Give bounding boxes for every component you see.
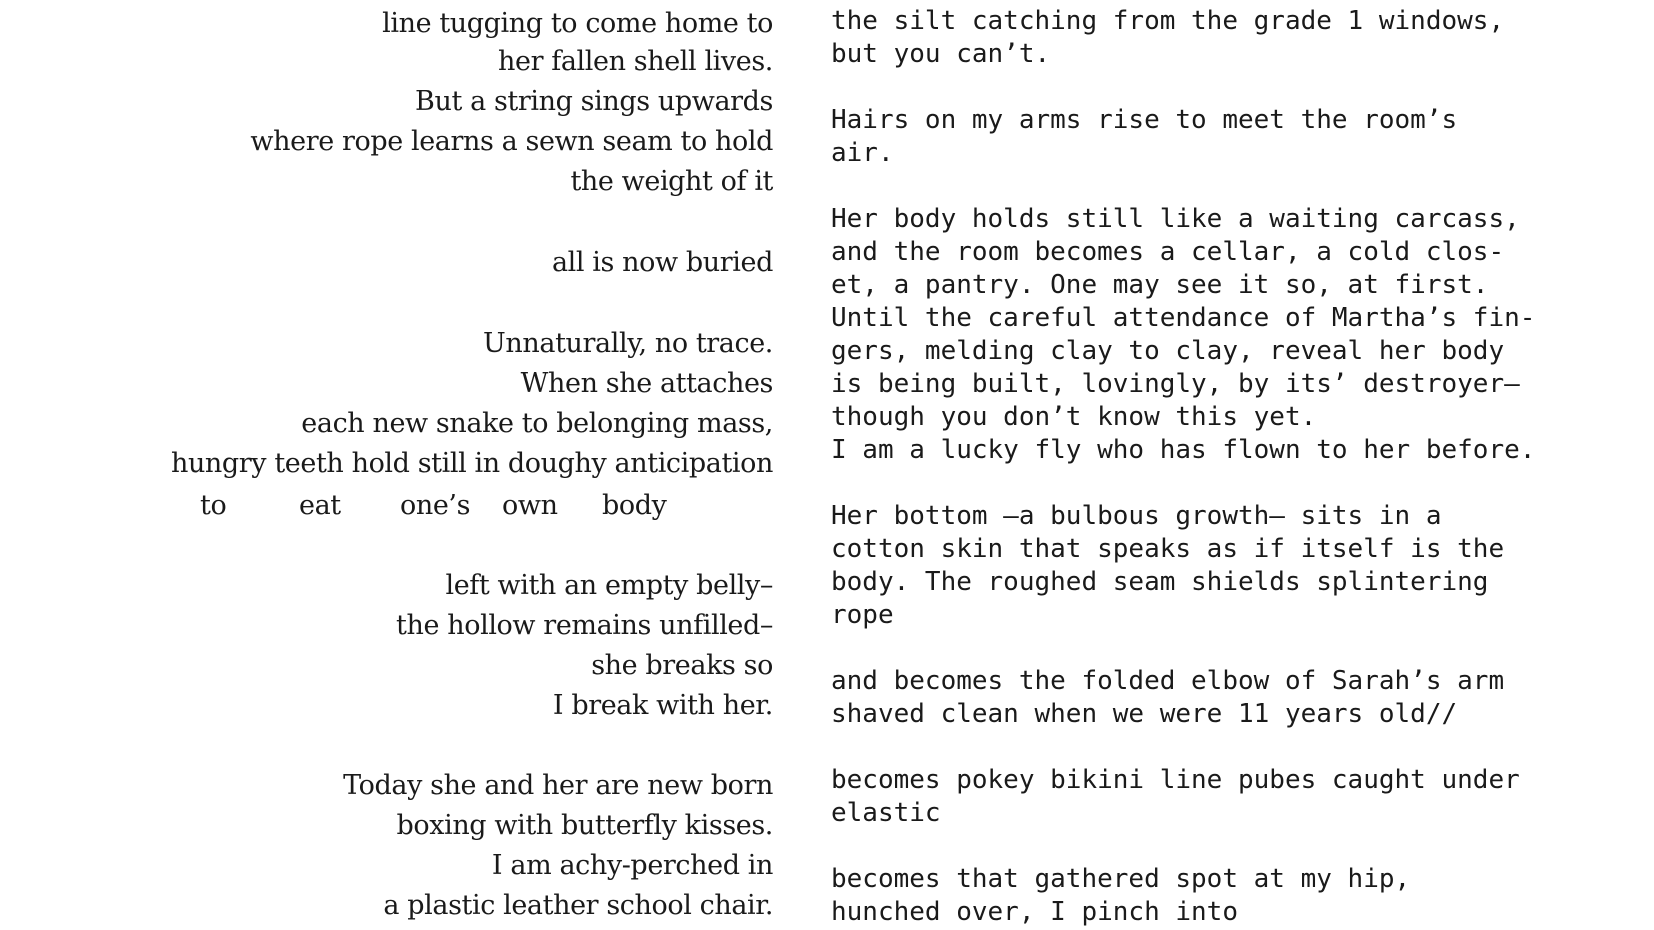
prose-line: Hairs on my arms rise to meet the room’s <box>831 105 1458 135</box>
prose-line: rope <box>831 600 894 630</box>
prose-line: is being built, lovingly, by its’ destroyer– <box>831 369 1520 399</box>
prose-line: et, a pantry. One may see it so, at first. <box>831 270 1489 300</box>
prose-line: gers, melding clay to clay, reveal her body <box>831 336 1505 366</box>
poem-word: own <box>502 490 558 521</box>
prose-line: air. <box>831 138 894 168</box>
poem-line: I am achy-perched in <box>491 850 773 881</box>
poem-line: where rope learns a sewn seam to hold <box>250 126 773 157</box>
poem-line: she breaks so <box>591 650 773 681</box>
poem-line: Today she and her are new born <box>343 770 773 801</box>
prose-line: shaved clean when we were 11 years old// <box>831 699 1458 729</box>
poem-word: to <box>200 490 227 521</box>
poem-line: her fallen shell lives. <box>498 46 773 77</box>
prose-column <box>831 0 1651 930</box>
poem-line: hungry teeth hold still in doughy anticipation <box>170 448 773 479</box>
prose-line: but you can’t. <box>831 39 1051 69</box>
prose-line: Her bottom –a bulbous growth– sits in a <box>831 501 1442 531</box>
poem-line: But a string sings upwards <box>415 86 773 117</box>
poem-word: eat <box>299 490 341 521</box>
poem-line: line tugging to come home to <box>382 8 773 39</box>
poem-line: I break with her. <box>552 690 773 721</box>
prose-line: cotton skin that speaks as if itself is the <box>831 534 1505 564</box>
prose-line: becomes that gathered spot at my hip, <box>831 864 1411 894</box>
prose-line: elastic <box>831 798 941 828</box>
prose-line: body. The roughed seam shields splintering <box>831 567 1489 597</box>
prose-line: hunched over, I pinch into <box>831 897 1238 927</box>
poem-line: the hollow remains unfilled– <box>396 610 773 641</box>
poem-word: one’s <box>400 490 471 521</box>
poem-line: left with an empty belly– <box>445 570 773 601</box>
prose-line: Until the careful attendance of Martha’s fin- <box>831 303 1536 333</box>
poem-line: boxing with butterfly kisses. <box>396 810 773 841</box>
poem-line: Unnaturally, no trace. <box>483 328 773 359</box>
poem-line: a plastic leather school chair. <box>383 890 773 921</box>
poem-line: each new snake to belonging mass, <box>301 408 773 439</box>
prose-line: though you don’t know this yet. <box>831 402 1317 432</box>
prose-line: Her body holds still like a waiting carcass, <box>831 204 1520 234</box>
poem-line: all is now buried <box>551 247 773 278</box>
poem-line: the weight of it <box>570 166 773 197</box>
prose-line: and the room becomes a cellar, a cold clos- <box>831 237 1505 267</box>
poem-word: body <box>602 490 667 521</box>
poem-spaced-line <box>200 491 670 525</box>
poem-line: When she attaches <box>520 368 773 399</box>
poem-column <box>0 0 773 930</box>
prose-line: I am a lucky fly who has flown to her before. <box>831 435 1536 465</box>
prose-line: the silt catching from the grade 1 windows, <box>831 6 1505 36</box>
prose-line: and becomes the folded elbow of Sarah’s arm <box>831 666 1505 696</box>
prose-line: becomes pokey bikini line pubes caught under <box>831 765 1520 795</box>
